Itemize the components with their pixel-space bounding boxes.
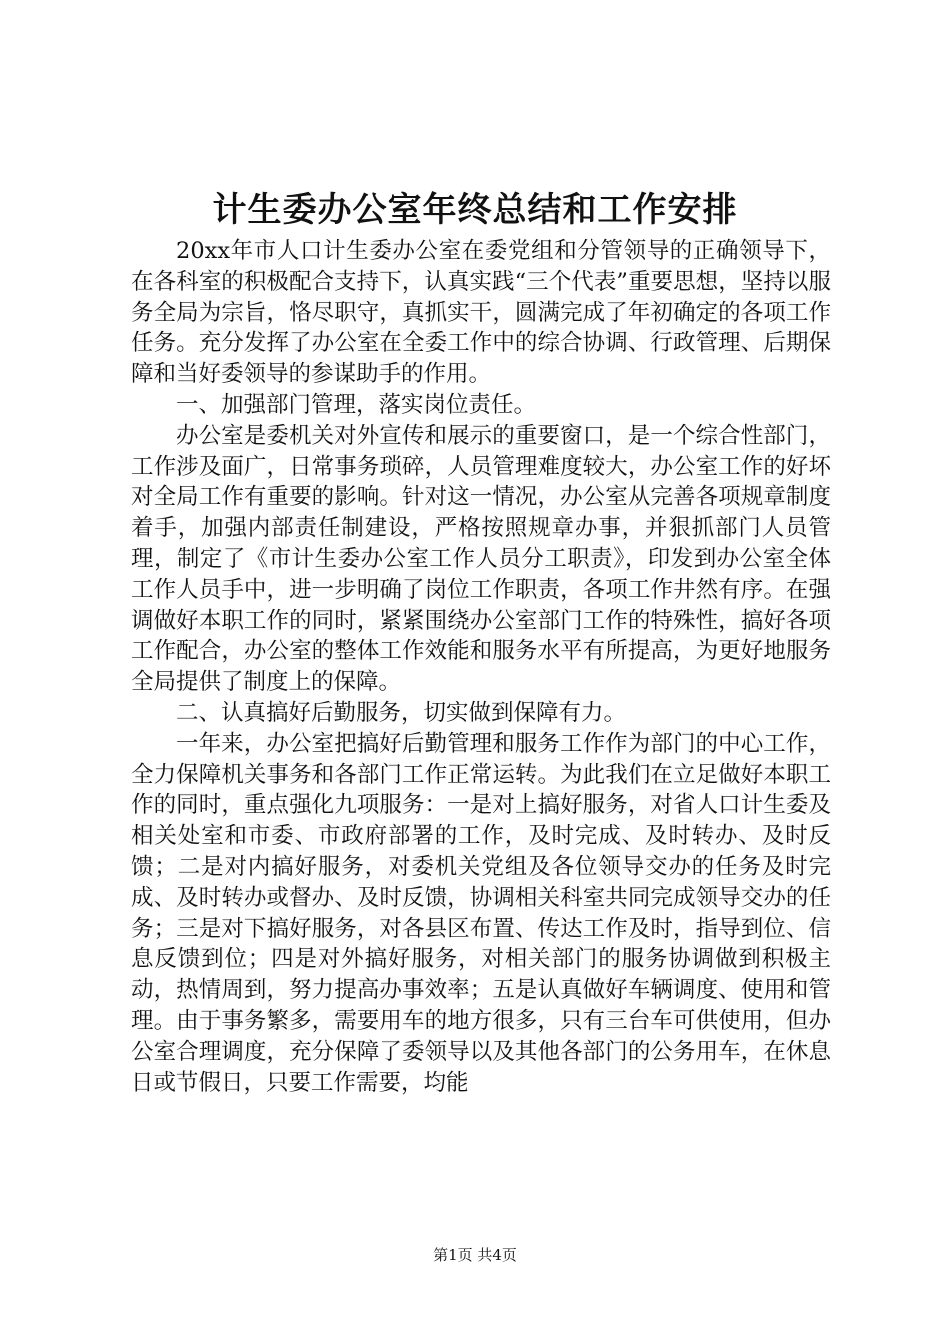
document-title: 计生委办公室年终总结和工作安排 bbox=[212, 190, 738, 230]
paragraph-intro: 20xx年市人口计生委办公室在委党组和分管领导的正确领导下，在各科室的积极配合支持下，认真实践“三个代表”重要思想，坚持以服务全局为宗旨，恪尽职守，真抓实干，圆满完成了年初确定的各项工作任务。充分发挥了办公室在全委工作中的综合协调、行政管理、后期保障和当好委领导的参谋助手的作用。 bbox=[131, 238, 831, 388]
paragraph-section-1: 办公室是委机关对外宣传和展示的重要窗口，是一个综合性部门，工作涉及面广，日常事务琐碎，人员管理难度较大，办公室工作的好坏对全局工作有重要的影响。针对这一情况，办公室从完善各项规章制度着手，加强内部责任制建设，严格按照规章办事，并狠抓部门人员管理，制定了《市计生委办公室工作人员分工职责》，印发到办公室全体工作人员手中，进一步明确了岗位工作职责，各项工作井然有序。在强调做好本职工作的同时，紧紧围绕办公室部门工作的特殊性，搞好各项工作配合，办公室的整体工作效能和服务水平有所提高，为更好地服务全局提供了制度上的保障。 bbox=[131, 422, 831, 696]
paragraph-section-2: 一年来，办公室把搞好后勤管理和服务工作作为部门的中心工作，全力保障机关事务和各部门工作正常运转。为此我们在立足做好本职工作的同时，重点强化九项服务：一是对上搞好服务，对省人口计生委及相关处室和市委、市政府部署的工作，及时完成、及时转办、及时反馈；二是对内搞好服务，对委机关党组及各位领导交办的任务及时完成、及时转办或督办、及时反馈，协调相关科室共同完成领导交办的任务；三是对下搞好服务，对各县区布置、传达工作及时，指导到位、信息反馈到位；四是对外搞好服务，对相关部门的服务协调做到积极主动，热情周到，努力提高办事效率；五是认真做好车辆调度、使用和管理。由于事务繁多，需要用车的地方很多，只有三台车可供使用，但办公室合理调度，充分保障了委领导以及其他各部门的公务用车，在休息日或节假日，只要工作需要，均能 bbox=[131, 730, 831, 1096]
section-heading-2: 二、认真搞好后勤服务，切实做到保障有力。 bbox=[176, 699, 627, 726]
document-body bbox=[131, 236, 831, 1098]
page-footer: 第1页 共4页 bbox=[433, 1246, 517, 1264]
section-heading-1: 一、加强部门管理，落实岗位责任。 bbox=[176, 391, 537, 418]
